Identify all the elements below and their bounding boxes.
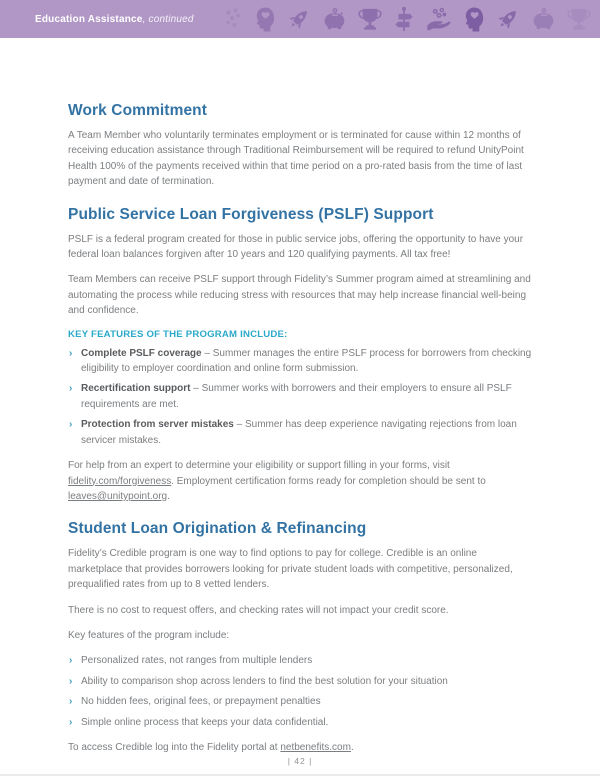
- list-item: [68, 346, 533, 377]
- list-item: [68, 381, 533, 412]
- pslf-help-paragraph: [68, 458, 533, 504]
- page-header: [0, 0, 600, 38]
- list-item: [68, 417, 533, 448]
- bullet-text: – Summer has deep experience navigating rejections from loan servicer mistakes.: [81, 419, 517, 446]
- bullet-chevron-icon: ›: [69, 419, 73, 431]
- fidelity-forgiveness-link[interactable]: fidelity.com/forgiveness: [68, 475, 172, 487]
- pslf-paragraph-1: PSLF is a federal program created for those in public service jobs, offering the opportunity to have your federal loan balances forgiven after 10 years and 120 qualifying payments. All tax free!: [68, 233, 524, 261]
- list-item: [68, 694, 533, 709]
- section-title-student-loan: Student Loan Origination & Refinancing: [68, 520, 367, 538]
- netbenefits-link[interactable]: netbenefits.com: [280, 741, 351, 753]
- bullet-chevron-icon: ›: [69, 347, 73, 359]
- head-heart-icon: [253, 6, 277, 33]
- credible-paragraph-1: Fidelity’s Credible program is one way to find options to pay for college. Credible is an online marketplace that provides borrowers looking for private student loads with competitive, personalized, prequalified rates from up to 8 vetted lenders.: [68, 548, 513, 591]
- bullet-chevron-icon: ›: [69, 655, 73, 667]
- rocket-icon: [286, 6, 312, 32]
- work-commitment-body: A Team Member who voluntarily terminates employment or is terminated for cause within 12 months of receiving education assistance through Traditional Reimbursement will be required to refund UnityPoint Health 100% of the payments received within that time period on a pro-rated basis from the time of last payment and date of termination.: [68, 130, 524, 188]
- piggy-bank-icon: [530, 7, 557, 31]
- leaves-email-link[interactable]: leaves@unitypoint.org: [68, 490, 168, 502]
- bullet-text: – Summer manages the entire PSLF process for borrowers from checking eligibility to employer coordination and online form submission.: [81, 347, 532, 375]
- bullet-title: Protection from server mistakes: [81, 419, 234, 431]
- header-subtitle-text: , continued: [142, 13, 194, 25]
- bullet-chevron-icon: ›: [69, 696, 73, 708]
- list-item: [68, 715, 533, 730]
- rocket-icon: [495, 6, 521, 32]
- header-icon-row: [222, 6, 592, 33]
- hand-coins-icon: [425, 7, 453, 32]
- bullet-text: Personalized rates, not ranges from multiple lenders: [81, 655, 313, 667]
- bullet-text: No hidden fees, original fees, or prepayment penalties: [81, 696, 321, 708]
- help-text: .: [167, 490, 170, 502]
- section-pslf-support: [68, 206, 533, 505]
- trophy-icon: [566, 7, 592, 31]
- bullet-text: Simple online process that keeps your data confidential.: [81, 716, 329, 728]
- bullet-title: Recertification support: [81, 383, 191, 395]
- piggy-bank-icon: [321, 7, 348, 31]
- help-text: For help from an expert to determine your eligibility or support filling in your forms, visit: [68, 460, 450, 472]
- access-text: .: [350, 741, 354, 753]
- bullet-title: Complete PSLF coverage: [81, 347, 202, 359]
- pslf-feature-list: [68, 346, 533, 448]
- coins-icon: [222, 7, 244, 31]
- bullet-text: – Summer works with borrowers and their employers to ensure all PSLF requirements are met.: [81, 383, 512, 410]
- credible-paragraph-2: There is no cost to request offers, and checking rates will not impact your credit score.: [68, 604, 449, 616]
- bullet-chevron-icon: ›: [69, 716, 73, 728]
- credible-paragraph-3: Key features of the program include:: [68, 629, 230, 641]
- bullet-chevron-icon: ›: [69, 383, 73, 395]
- section-student-loan: [68, 520, 533, 755]
- header-title: [35, 14, 194, 25]
- pslf-paragraph-2: Team Members can receive PSLF support through Fidelity’s Summer program aimed at streamlining and automating the process while reducing stress with resources that may help increase financial well-being and confidence.: [68, 274, 531, 317]
- section-work-commitment: [68, 102, 533, 190]
- help-text: . Employment certification forms ready for completion should be sent to: [171, 475, 486, 487]
- section-title-work-commitment: Work Commitment: [68, 102, 208, 119]
- head-heart-icon: [462, 6, 486, 33]
- bullet-chevron-icon: ›: [69, 675, 73, 687]
- page-number: | 42 |: [287, 756, 313, 766]
- trophy-icon: [357, 7, 383, 31]
- bullet-text: Ability to comparison shop across lenders to find the best solution for your situation: [81, 675, 448, 687]
- page-content: [0, 38, 600, 755]
- access-text: To access Credible log into the Fidelity portal at: [68, 741, 281, 753]
- list-item: [68, 653, 533, 668]
- credible-feature-list: [68, 653, 533, 730]
- credible-access-paragraph: [68, 740, 533, 755]
- section-title-pslf-support: Public Service Loan Forgiveness (PSLF) Support: [68, 205, 434, 223]
- signpost-icon: [392, 6, 416, 32]
- header-title-text: Education Assistance: [35, 13, 143, 25]
- list-item: [68, 674, 533, 689]
- pslf-key-features-subhead: KEY FEATURES OF THE PROGRAM INCLUDE:: [68, 328, 288, 340]
